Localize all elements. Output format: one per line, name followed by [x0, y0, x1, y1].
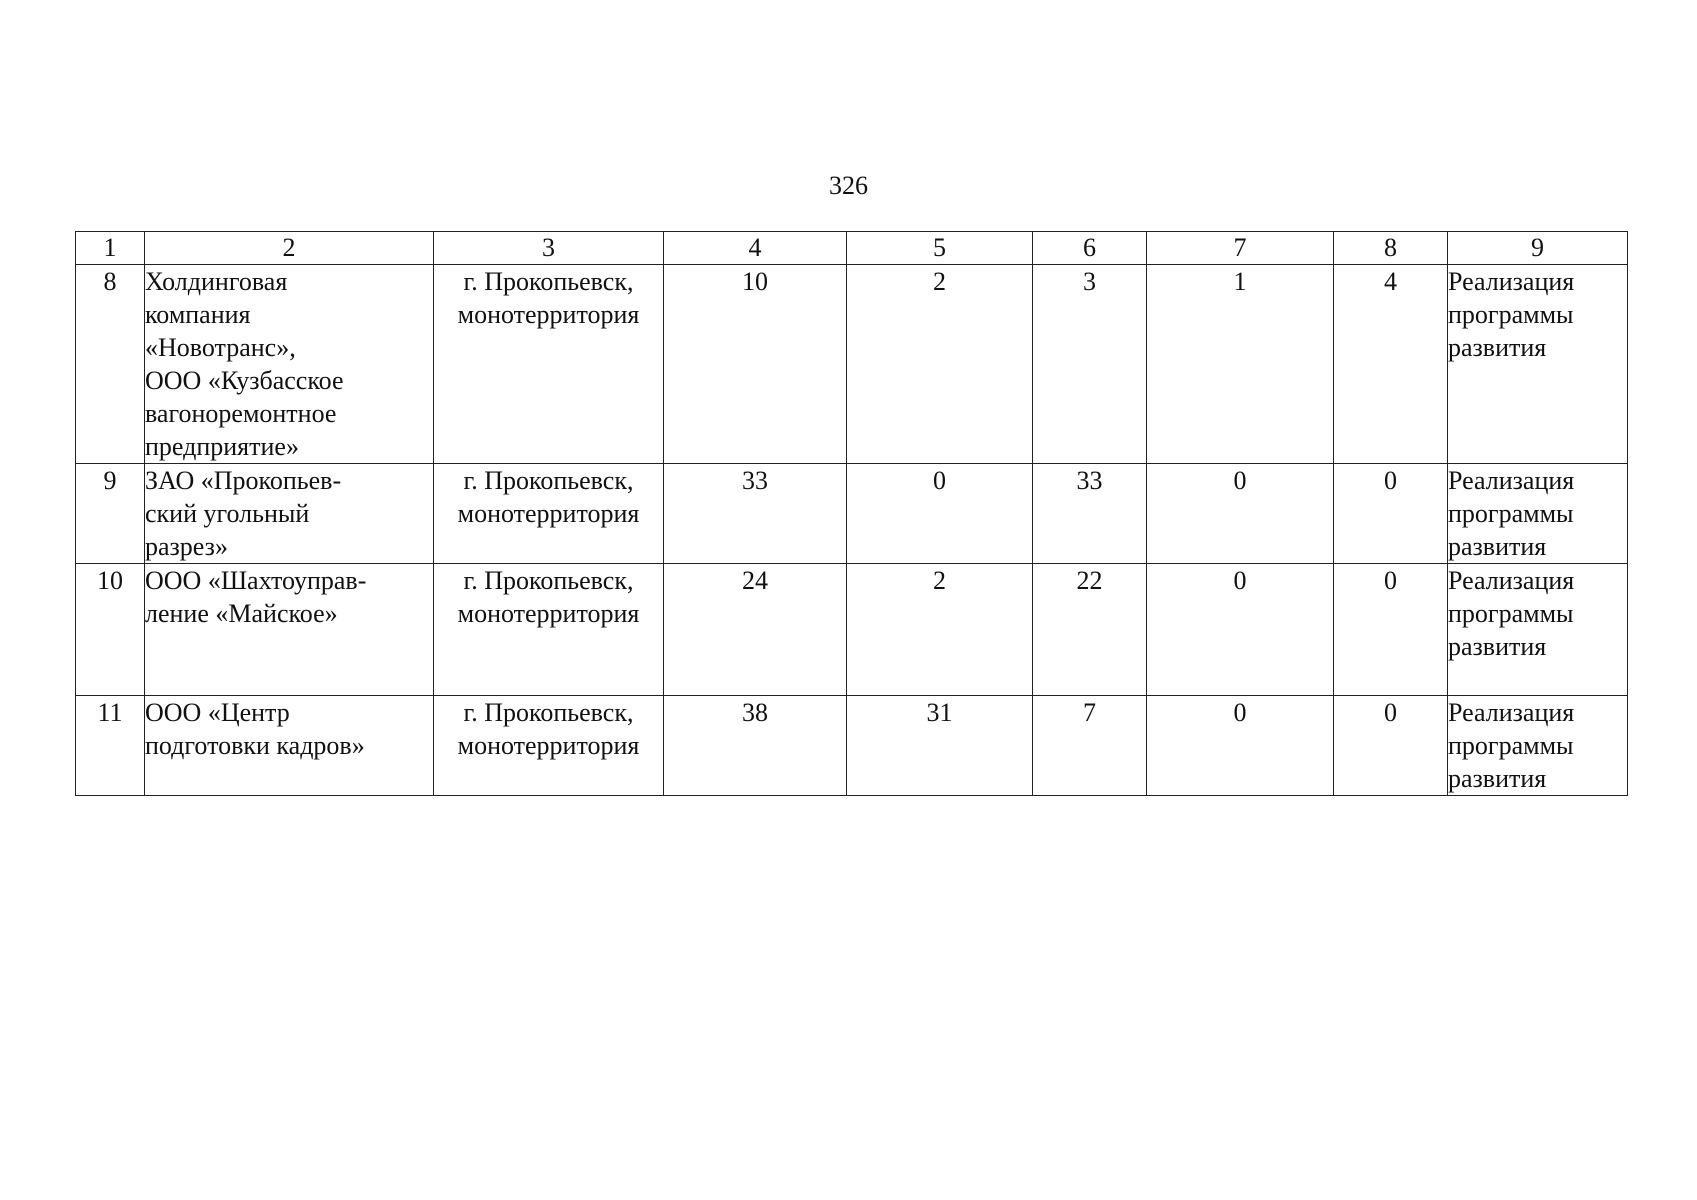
value-col5: 2	[847, 564, 1033, 696]
table-row	[76, 464, 1628, 564]
value-col8: 4	[1334, 265, 1448, 464]
value-col7: 0	[1147, 696, 1334, 796]
location: г. Прокопьевск, монотерритория	[434, 564, 664, 696]
result-text: Реализация программы развития	[1448, 564, 1628, 696]
value-col5: 2	[847, 265, 1033, 464]
value-col4: 24	[664, 564, 847, 696]
value-col5: 31	[847, 696, 1033, 796]
header-cell: 9	[1448, 232, 1628, 265]
result-text: Реализация программы развития	[1448, 464, 1628, 564]
header-row	[76, 232, 1628, 265]
location: г. Прокопьевск, монотерритория	[434, 265, 664, 464]
data-table	[75, 231, 1628, 796]
header-cell: 4	[664, 232, 847, 265]
value-col7: 0	[1147, 564, 1334, 696]
value-col6: 33	[1033, 464, 1147, 564]
organization-name: Холдинговая компания «Новотранс», ООО «Кузбасское вагоноремонтное предприятие»	[145, 265, 434, 464]
organization-name: ЗАО «Прокопьев- ский угольный разрез»	[145, 464, 434, 564]
header-cell: 5	[847, 232, 1033, 265]
value-col8: 0	[1334, 464, 1448, 564]
header-cell: 2	[145, 232, 434, 265]
value-col8: 0	[1334, 564, 1448, 696]
value-col8: 0	[1334, 696, 1448, 796]
row-number: 10	[76, 564, 145, 696]
table-row	[76, 265, 1628, 464]
header-cell: 6	[1033, 232, 1147, 265]
header-cell: 7	[1147, 232, 1334, 265]
value-col4: 10	[664, 265, 847, 464]
table-row	[76, 564, 1628, 696]
result-text: Реализация программы развития	[1448, 265, 1628, 464]
header-cell: 8	[1334, 232, 1448, 265]
row-number: 9	[76, 464, 145, 564]
row-number: 11	[76, 696, 145, 796]
value-col4: 38	[664, 696, 847, 796]
value-col5: 0	[847, 464, 1033, 564]
value-col6: 22	[1033, 564, 1147, 696]
result-text: Реализация программы развития	[1448, 696, 1628, 796]
header-cell: 1	[76, 232, 145, 265]
page-number: 326	[829, 171, 868, 200]
value-col7: 0	[1147, 464, 1334, 564]
value-col6: 7	[1033, 696, 1147, 796]
organization-name: ООО «Шахтоуправ- ление «Майское»	[145, 564, 434, 696]
value-col4: 33	[664, 464, 847, 564]
organization-name: ООО «Центр подготовки кадров»	[145, 696, 434, 796]
value-col6: 3	[1033, 265, 1147, 464]
table-row	[76, 696, 1628, 796]
row-number: 8	[76, 265, 145, 464]
value-col7: 1	[1147, 265, 1334, 464]
location: г. Прокопьевск, монотерритория	[434, 696, 664, 796]
header-cell: 3	[434, 232, 664, 265]
location: г. Прокопьевск, монотерритория	[434, 464, 664, 564]
